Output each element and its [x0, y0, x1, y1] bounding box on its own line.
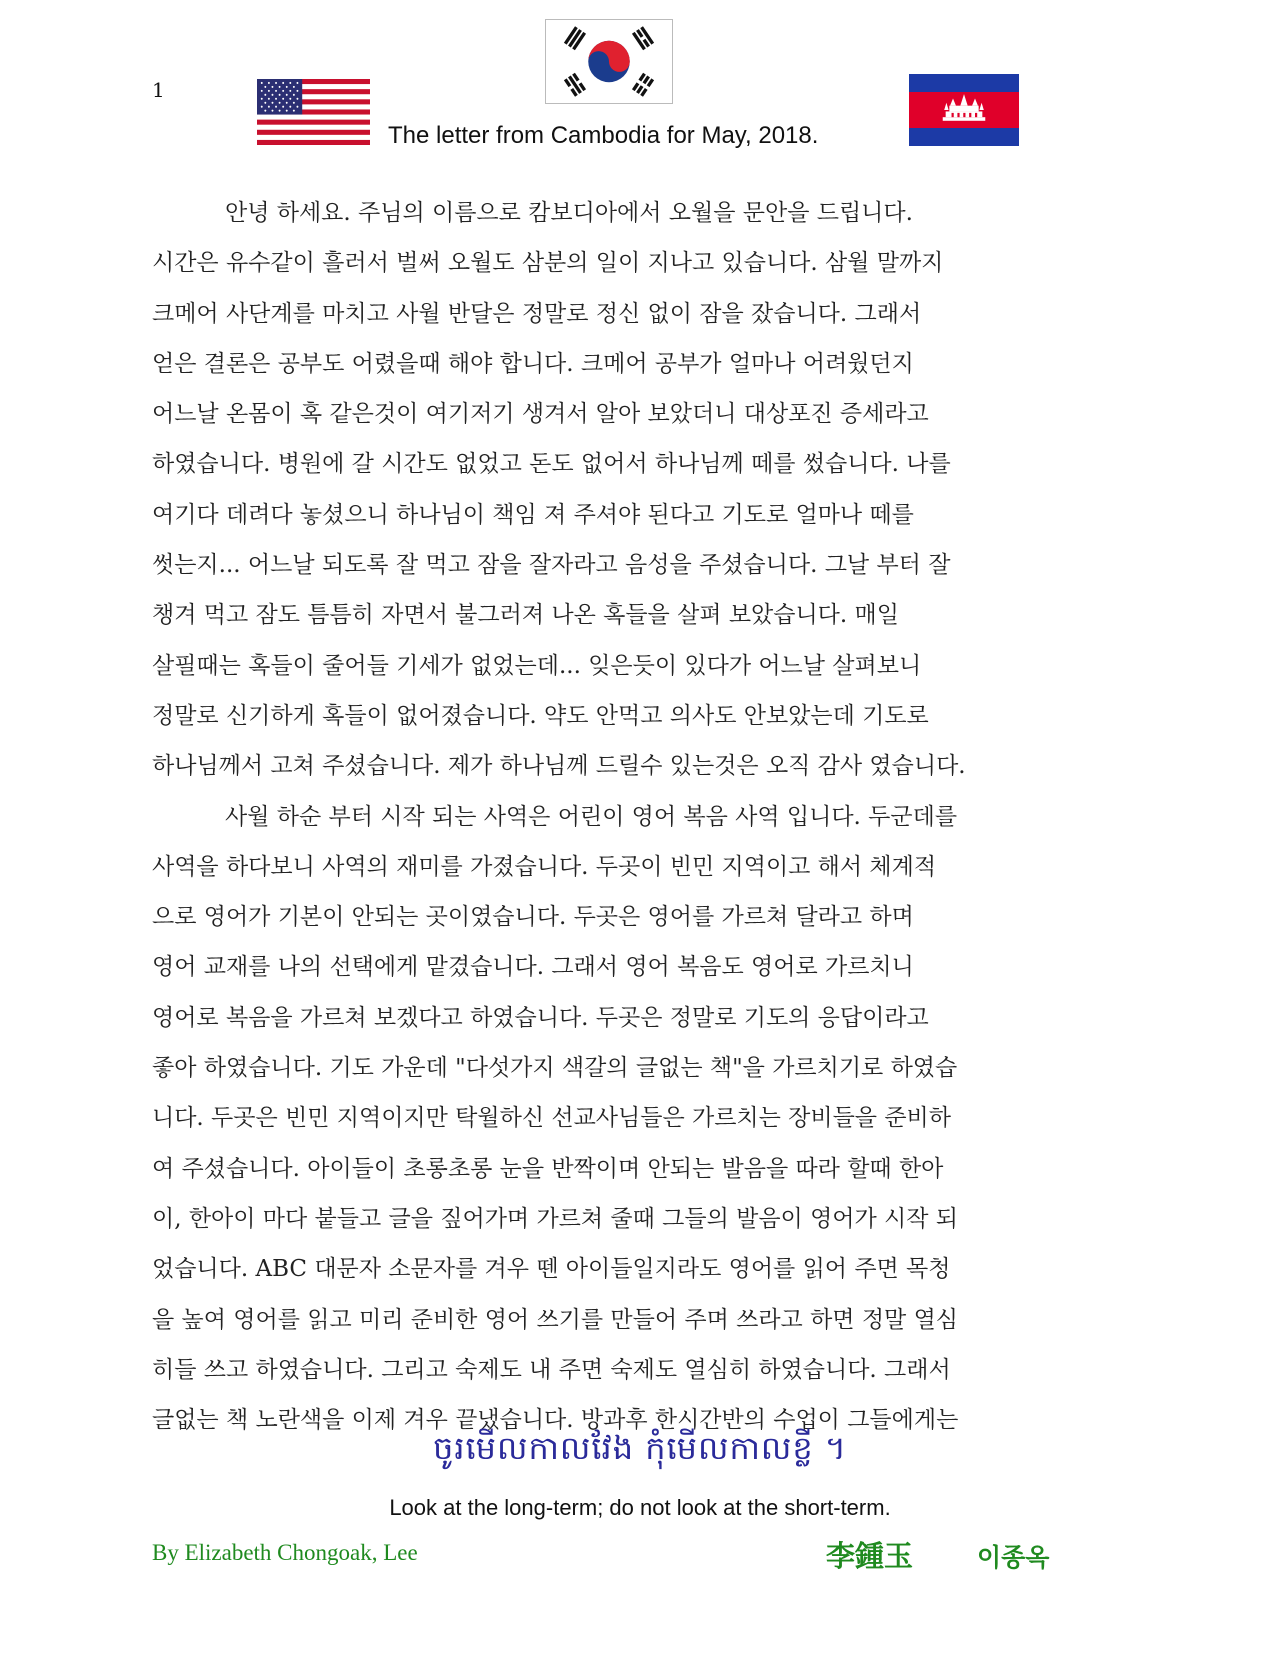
body-line: 시간은 유수같이 흘러서 벌써 오월도 삼분의 일이 지나고 있습니다. 삼월 말까지	[152, 250, 944, 277]
author-hanja-name: 李鍾玉	[826, 1539, 914, 1573]
body-line: 여 주셨습니다. 아이들이 초롱초롱 눈을 반짝이며 안되는 발음을 따라 할때 한아	[152, 1155, 944, 1182]
body-line: 여기다 데려다 놓셨으니 하나님이 책임 져 주셔야 된다고 기도로 얼마나 떼를	[152, 501, 914, 528]
body-line: 썻는지... 어느날 되도록 잘 먹고 잠을 잘자라고 음성을 주셨습니다. 그날 부터 잘	[152, 552, 951, 579]
us-flag-icon	[257, 79, 370, 145]
body-line: 으로 영어가 기본이 안되는 곳이였습니다. 두곳은 영어를 가르쳐 달라고 하며	[152, 904, 914, 931]
page-number: 1	[152, 78, 165, 102]
body-line: 영어 교재를 나의 선택에게 맡겼습니다. 그래서 영어 복음도 영어로 가르치니	[152, 954, 914, 981]
author-hangul-name: 이종옥	[977, 1543, 1050, 1572]
body-line: 안녕 하세요. 주님의 이름으로 캄보디아에서 오월을 문안을 드립니다.	[225, 200, 913, 226]
cambodia-flag-icon	[909, 74, 1019, 146]
body-line: 었습니다. ABC 대문자 소문자를 겨우 뗀 아이들일지라도 영어를 읽어 주면 목청	[152, 1256, 951, 1283]
body-line: 니다. 두곳은 빈민 지역이지만 탁월하신 선교사님들은 가르치는 장비들을 준비하	[152, 1105, 951, 1132]
letter-body	[152, 188, 1137, 1445]
body-line: 좋아 하였습니다. 기도 가운데 "다섯가지 색갈의 글없는 책"을 가르치기로 하였습	[152, 1055, 958, 1082]
body-line: 사역을 하다보니 사역의 재미를 가졌습니다. 두곳이 빈민 지역이고 해서 체계적	[152, 853, 937, 880]
body-line: 챙겨 먹고 잠도 틈틈히 자면서 불그러져 나온 혹들을 살펴 보았습니다. 매일	[152, 602, 899, 629]
letter-title: The letter from Cambodia for May, 2018.	[388, 122, 819, 149]
body-line: 얻은 결론은 공부도 어렸을때 해야 합니다. 크메어 공부가 얼마나 어려웠던지	[152, 350, 914, 377]
khmer-proverb: ចូរមើលកាលវែង កុំមើលកាលខ្លី ។	[433, 1429, 847, 1467]
body-line: 을 높여 영어를 읽고 미리 준비한 영어 쓰기를 만들어 주며 쓰라고 하면 정말 열심	[152, 1306, 959, 1333]
english-proverb: Look at the long-term; do not look at the short-term.	[389, 1495, 891, 1520]
body-line: 이, 한아이 마다 붙들고 글을 짚어가며 가르쳐 줄때 그들의 발음이 영어가 시작 되	[152, 1205, 959, 1232]
body-line: 살필때는 혹들이 줄어들 기세가 없었는데... 잊은듯이 있다가 어느날 살펴보니	[152, 652, 922, 679]
body-line: 하였습니다. 병원에 갈 시간도 없었고 돈도 없어서 하나님께 떼를 썼습니다. 나를	[152, 451, 951, 478]
body-line: 하나님께서 고쳐 주셨습니다. 제가 하나님께 드릴수 있는것은 오직 감사 였습니다.	[152, 753, 966, 780]
body-line: 정말로 신기하게 혹들이 없어졌습니다. 약도 안먹고 의사도 안보았는데 기도로	[152, 702, 929, 729]
body-line: 사월 하순 부터 시작 되는 사역은 어린이 영어 복음 사역 입니다. 두군데를	[225, 803, 958, 830]
body-line: 글없는 책 노란색을 이제 겨우 끝냈습니다. 방과후 한시간반의 수업이 그들에게는	[152, 1407, 959, 1434]
body-line: 크메어 사단계를 마치고 사월 반달은 정말로 정신 없이 잠을 잤습니다. 그래서	[152, 300, 922, 327]
south-korea-flag-icon	[545, 19, 673, 104]
body-line: 히들 쓰고 하였습니다. 그리고 숙제도 내 주면 숙제도 열심히 하였습니다. 그래서	[152, 1356, 951, 1383]
body-line: 어느날 온몸이 혹 같은것이 여기저기 생겨서 알아 보았더니 대상포진 증세라고	[152, 401, 929, 428]
author-english-name: By Elizabeth Chongoak, Lee	[152, 1540, 418, 1565]
body-line: 영어로 복음을 가르쳐 보겠다고 하였습니다. 두곳은 정말로 기도의 응답이라고	[152, 1004, 929, 1031]
